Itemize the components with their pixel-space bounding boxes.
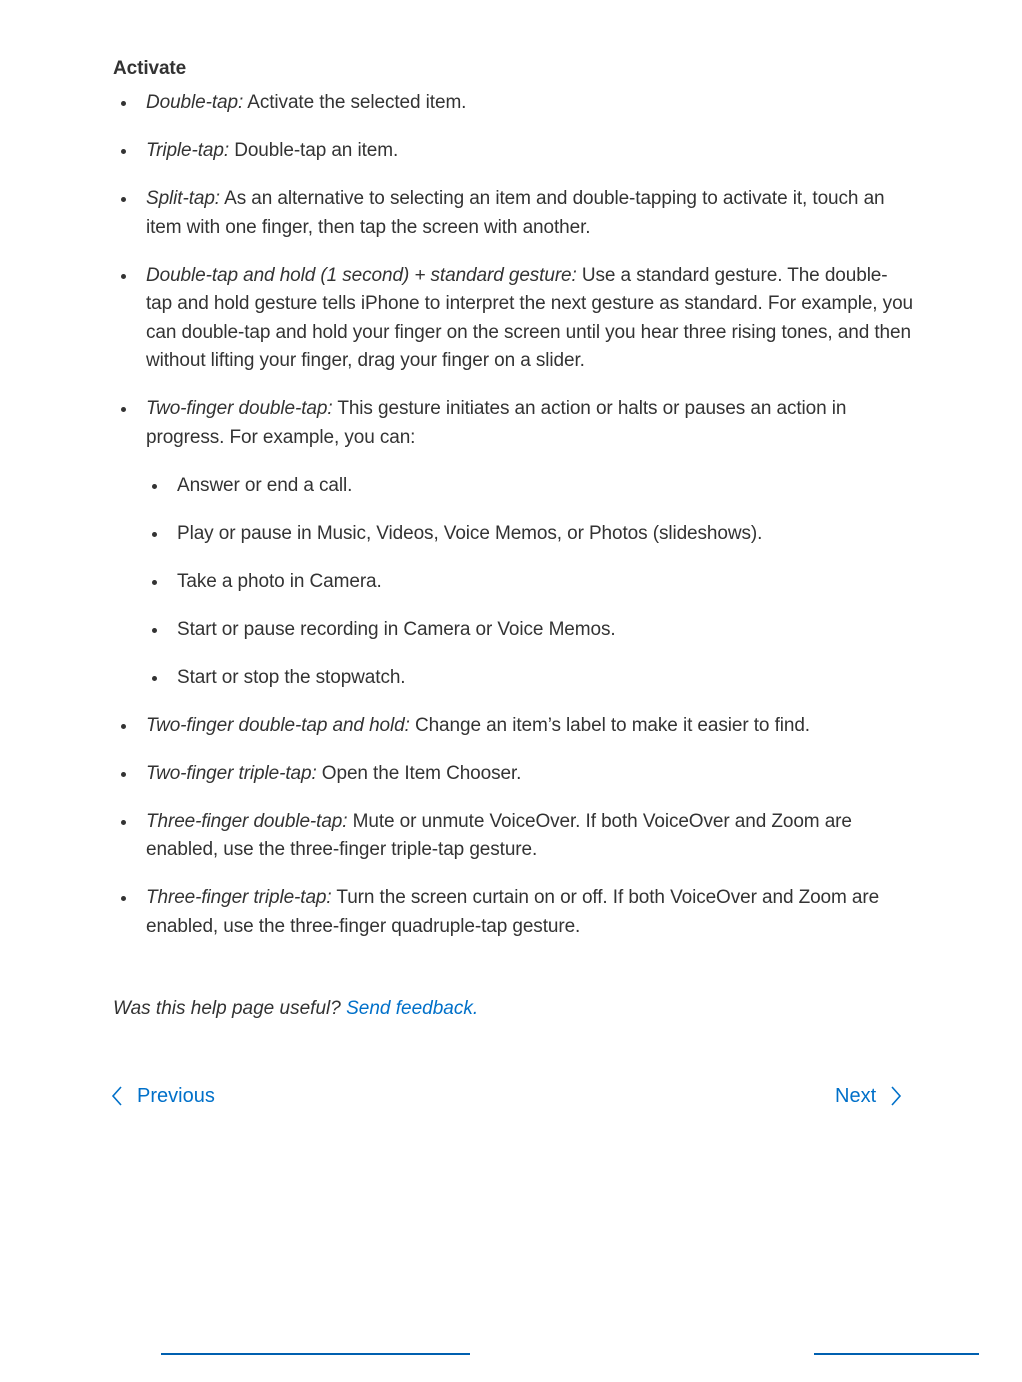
gesture-description: This gesture initiates an action or halts or pauses an action in progress. For example, you can: <box>146 398 847 448</box>
gesture-term: Two-finger double-tap: <box>146 398 333 419</box>
gesture-description: Mute or unmute VoiceOver. If both VoiceOver and Zoom are enabled, use the three-finger triple-tap gesture. <box>146 810 852 860</box>
list-item <box>113 137 913 166</box>
list-item <box>113 760 913 789</box>
footer-divider-left <box>161 1353 470 1355</box>
gesture-term: Double-tap and hold (1 second) + standard gesture: <box>146 264 577 286</box>
sub-list-item: Take a photo in Camera. <box>146 568 913 597</box>
list-item <box>113 712 913 741</box>
gesture-term: Split-tap: <box>146 188 220 209</box>
list-item <box>113 89 913 118</box>
gesture-term: Two-finger triple-tap: <box>146 762 317 784</box>
list-item <box>113 185 913 242</box>
gesture-description: As an alternative to selecting an item and double-tapping to activate it, touch an item with one finger, then tap the screen with another. <box>146 188 885 238</box>
next-page-link[interactable] <box>835 1082 902 1110</box>
gesture-list <box>113 89 913 941</box>
gesture-description: Change an item’s label to make it easier to find. <box>409 714 810 736</box>
gesture-description: Turn the screen curtain on or off. If both VoiceOver and Zoom are enabled, use the three-finger quadruple-tap gesture. <box>146 887 880 937</box>
list-item <box>113 884 913 941</box>
gesture-description: Activate the selected item. <box>243 92 467 113</box>
previous-page-link[interactable] <box>111 1082 215 1110</box>
footer-divider-right <box>814 1353 979 1355</box>
gesture-term: Triple-tap: <box>146 140 230 161</box>
list-item <box>113 395 913 692</box>
gesture-term: Double-tap: <box>146 92 244 113</box>
feedback-question: Was this help page useful? <box>113 998 347 1019</box>
list-item <box>113 808 913 865</box>
gesture-description: Open the Item Chooser. <box>316 762 522 784</box>
sub-list-item: Start or stop the stopwatch. <box>146 664 913 693</box>
section-heading: Activate <box>113 58 187 79</box>
help-article-content <box>113 55 913 961</box>
sub-list-item: Start or pause recording in Camera or Voice Memos. <box>146 616 913 645</box>
send-feedback-link[interactable]: Send feedback. <box>346 998 479 1019</box>
list-item <box>113 262 913 376</box>
sub-list-item: Play or pause in Music, Videos, Voice Memos, or Photos (slideshows). <box>146 520 913 549</box>
gesture-term: Three-finger double-tap: <box>146 810 348 832</box>
previous-label: Previous <box>137 1085 215 1107</box>
sub-list-item: Answer or end a call. <box>146 472 913 501</box>
next-label: Next <box>835 1085 877 1107</box>
feedback-prompt <box>113 995 478 1023</box>
chevron-left-icon <box>111 1085 137 1107</box>
chevron-right-icon <box>876 1085 902 1107</box>
gesture-term: Three-finger triple-tap: <box>146 887 332 908</box>
gesture-description: Use a standard gesture. The double-tap and hold gesture tells iPhone to interpret the next gesture as standard. For example, you can double-tap and hold your finger on the screen until you hear three rising tones, and then without lifting your finger, drag your finger on a slider. <box>146 264 914 371</box>
example-sub-list <box>146 472 913 693</box>
gesture-description: Double-tap an item. <box>229 140 399 161</box>
gesture-term: Two-finger double-tap and hold: <box>146 714 410 736</box>
